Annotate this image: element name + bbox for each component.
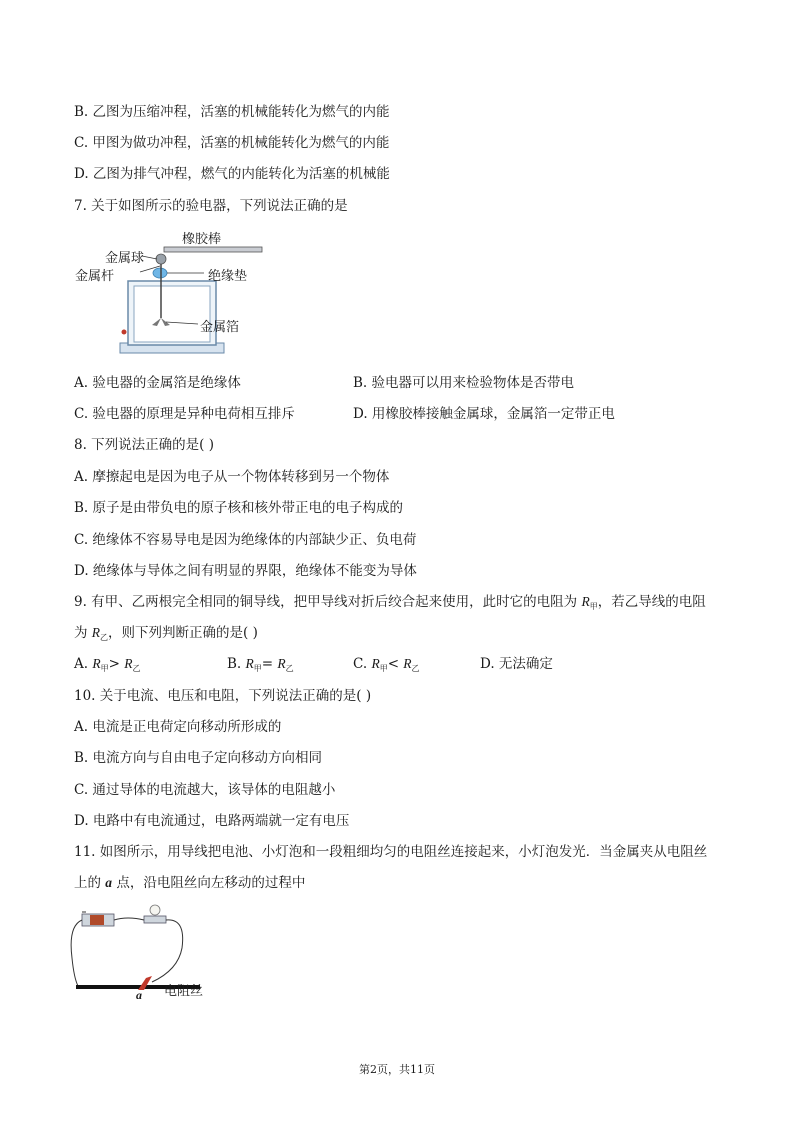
var-r: R — [581, 594, 590, 609]
bulb-holder — [144, 916, 166, 923]
label-metal-foil: 金属箔 — [200, 320, 240, 335]
q7-options-row2 — [74, 405, 734, 423]
q9-option-b: B. $R_甲= R_乙$ — [227, 656, 294, 673]
q6-option-c: C. 甲图为做功冲程，活塞的机械能转化为燃气的内能 — [74, 135, 390, 151]
circuit-figure — [68, 898, 228, 1004]
q7-stem: 7. 关于如图所示的验电器，下列说法正确的是 — [74, 198, 348, 214]
label-rubber-rod: 橡胶棒 — [182, 232, 222, 247]
label-point-a: a — [136, 988, 142, 1002]
q10-option-b: B. 电流方向与自由电子定向移动方向相同 — [74, 750, 323, 766]
q8-option-d: D. 绝缘体与导体之间有明显的界限，绝缘体不能变为导体 — [74, 563, 417, 579]
q8-option-b: B. 原子是由带负电的原子核和核外带正电的电子构成的 — [74, 500, 404, 516]
q7-option-d: D. 用橡胶棒接触金属球，金属箔一定带正电 — [353, 406, 615, 422]
q7-option-b: B. 验电器可以用来检验物体是否带电 — [353, 375, 575, 391]
q10-option-c: C. 通过导体的电流越大，该导体的电阻越小 — [74, 782, 336, 798]
q9-option-c: C. $R_甲< R_乙$ — [353, 656, 420, 673]
metal-ball — [156, 254, 166, 264]
page-footer: 第2页，共11页 — [359, 1063, 435, 1076]
electroscope-window — [134, 286, 210, 342]
q8-option-a: A. 摩擦起电是因为电子从一个物体转移到另一个物体 — [74, 469, 390, 485]
rubber-rod — [164, 247, 262, 252]
q7-options-row1 — [74, 374, 734, 392]
q7-option-c: C. 验电器的原理是异种电荷相互排斥 — [74, 406, 295, 422]
q9-option-d: D. 无法确定 — [480, 656, 553, 672]
label-metal-ball: 金属球 — [105, 251, 145, 266]
q9-option-a: A. $R_甲> R_乙$ — [74, 656, 141, 673]
bulb-icon — [150, 905, 160, 915]
electroscope-diagram — [74, 228, 274, 360]
electroscope-figure — [74, 228, 274, 360]
q10-option-d: D. 电路中有电流通过，电路两端就一定有电压 — [74, 813, 350, 829]
label-insulating-pad: 绝缘垫 — [208, 269, 248, 284]
label-metal-stem: 金属杆 — [75, 269, 115, 284]
q11-stem-line1: 11. 如图所示，用导线把电池、小灯泡和一段粗细均匀的电阻丝连接起来，小灯泡发光．当金属夹从电阻丝 — [74, 844, 708, 860]
q9-stem-line1: 9. 有甲、乙两根完全相同的铜导线，把甲导线对折后绞合起来使用，此时它的电阻为 $R_甲$，若乙导线的电阻 — [74, 594, 706, 611]
battery-cell — [90, 915, 104, 925]
insulating-pad — [153, 268, 167, 278]
q9-stem-line2: 为 $R_乙$，则下列判断正确的是( ) — [74, 625, 258, 642]
q11-stem-line2: 上的 a 点，沿电阻丝向左移动的过程中 — [74, 875, 306, 891]
q10-option-a: A. 电流是正电荷定向移动所形成的 — [74, 719, 282, 735]
q7-option-a: A. 验电器的金属箔是绝缘体 — [74, 375, 241, 391]
electroscope-knob — [122, 330, 127, 335]
label-resistance-wire: 电阻丝 — [164, 984, 204, 999]
circuit-diagram — [68, 898, 228, 1004]
q10-stem: 10. 关于电流、电压和电阻，下列说法正确的是( ) — [74, 688, 372, 704]
var-a: a — [105, 875, 113, 890]
q8-option-c: C. 绝缘体不容易导电是因为绝缘体的内部缺少正、负电荷 — [74, 532, 417, 548]
q8-stem: 8. 下列说法正确的是( ) — [74, 437, 214, 453]
q6-option-d: D. 乙图为排气冲程，燃气的内能转化为活塞的机械能 — [74, 166, 390, 182]
q6-option-b: B. 乙图为压缩冲程，活塞的机械能转化为燃气的内能 — [74, 104, 390, 120]
